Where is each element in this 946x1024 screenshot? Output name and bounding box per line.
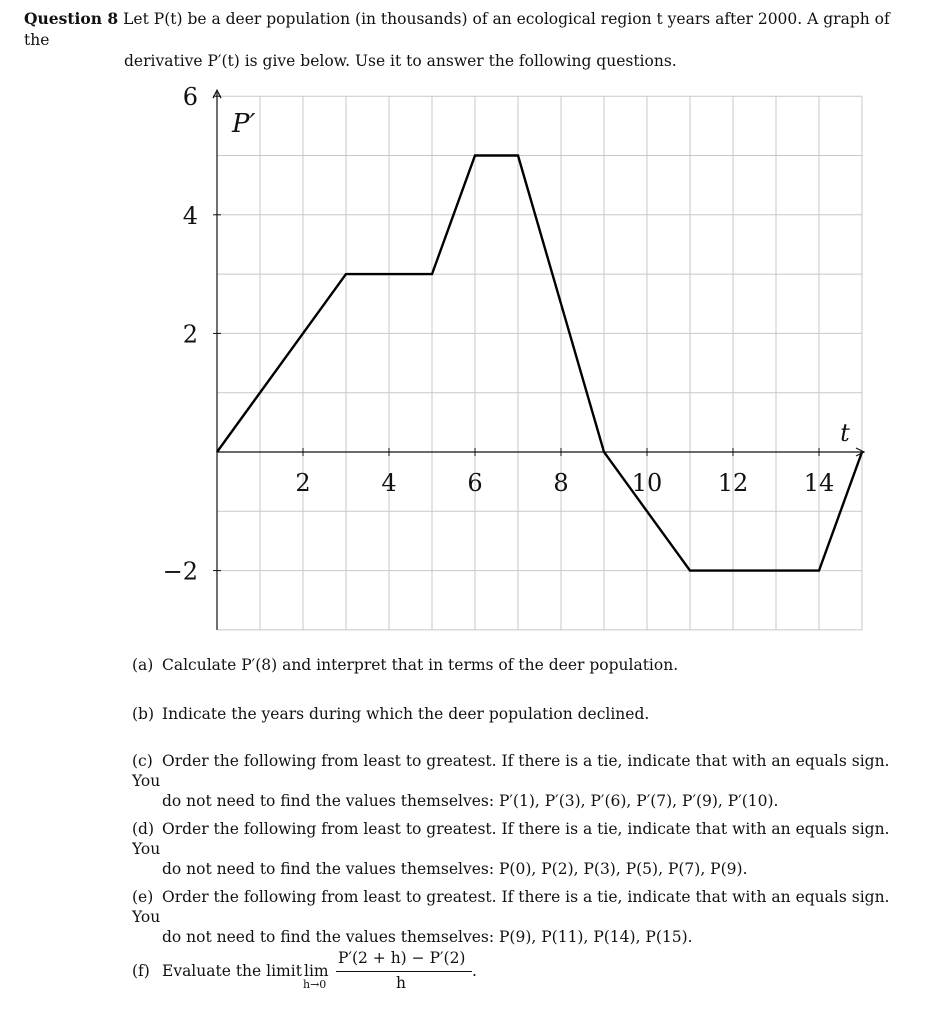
part-f-text: Evaluate the limit (162, 962, 302, 980)
fraction-bar (336, 971, 472, 972)
part-c-text: Order the following from least to greatest. If there is a tie, indicate that with an equals sign. You (132, 752, 890, 790)
part-e-text-2: do not need to find the values themselves: P(9), P(11), P(14), P(15). (162, 928, 693, 946)
part-e (132, 887, 892, 947)
derivative-curve (217, 156, 862, 571)
x-axis-label: t (840, 419, 850, 447)
series-label: P′ (232, 109, 256, 139)
x-tick-label: 8 (553, 469, 569, 497)
y-tick-label: −2 (162, 557, 198, 586)
part-c (132, 751, 892, 811)
part-a-text: Calculate P′(8) and interpret that in terms of the deer population. (162, 656, 679, 674)
limit-operator: lim (304, 962, 329, 980)
y-tick-label: 2 (182, 320, 198, 349)
part-d-text-2: do not need to find the values themselves: P(0), P(2), P(3), P(5), P(7), P(9). (162, 860, 748, 878)
part-b-label: (b) (132, 705, 155, 723)
part-b (132, 704, 892, 724)
part-e-label: (e) (132, 888, 154, 906)
part-d-label: (d) (132, 820, 155, 838)
limit-period: . (472, 962, 477, 980)
question-text-2: derivative P′(t) is give below. Use it to answer the following questions. (124, 52, 677, 70)
part-f (132, 962, 302, 980)
question-text-1: Let P(t) be a deer population (in thousands) of an ecological region t years after 2000. A graph of the (24, 10, 890, 49)
x-tick-label: 2 (295, 469, 311, 497)
limit-denominator: h (396, 974, 406, 992)
x-tick-label: 12 (717, 469, 749, 497)
part-a (132, 655, 892, 675)
part-b-text: Indicate the years during which the deer population declined. (162, 705, 650, 723)
x-tick-label: 14 (803, 469, 835, 497)
part-d (132, 819, 892, 879)
limit-numerator: P′(2 + h) − P′(2) (338, 949, 466, 967)
part-c-text-2: do not need to find the values themselves: P′(1), P′(3), P′(6), P′(7), P′(9), P′(10). (162, 792, 779, 810)
question-number: Question 8 (24, 9, 119, 28)
part-c-label: (c) (132, 752, 153, 770)
part-e-text: Order the following from least to greatest. If there is a tie, indicate that with an equals sign. You (132, 888, 890, 926)
x-tick-label: 4 (381, 469, 397, 497)
part-f-label: (f) (132, 962, 150, 980)
part-d-text: Order the following from least to greatest. If there is a tie, indicate that with an equals sign. You (132, 820, 890, 858)
y-tick-label: 6 (182, 83, 198, 112)
limit-subscript: h→0 (303, 978, 327, 991)
x-tick-label: 10 (631, 469, 663, 497)
x-tick-label: 6 (467, 469, 483, 497)
y-tick-label: 4 (182, 201, 198, 230)
part-a-label: (a) (132, 656, 154, 674)
